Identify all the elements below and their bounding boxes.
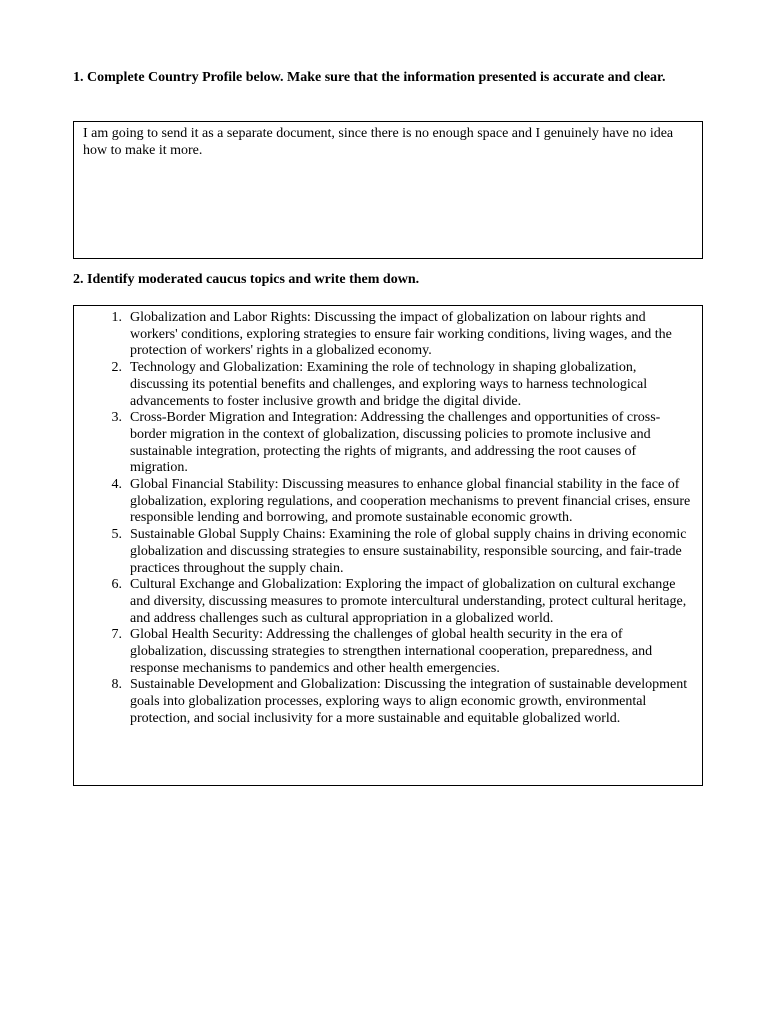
caucus-topic-list [74, 310, 692, 728]
topic-text: Cross-Border Migration and Integration: Addressing the challenges and opportunities of cross-border migration in the context of globalization, discussing policies to promote inclusive and sustainable integration, protecting the rights of migrants, and addressing the root causes of migration. [130, 410, 661, 476]
caucus-topic-8 [74, 677, 692, 727]
topic-number: 8. [111, 677, 122, 693]
caucus-topic-1 [74, 310, 692, 360]
topic-number: 7. [111, 627, 122, 643]
topic-text: Global Financial Stability: Discussing measures to enhance global financial stability in the face of globalization, exploring regulations, and cooperation mechanisms to prevent financial crises, ensure responsible lending and borrowing, and promote sustainable economic growth. [130, 477, 691, 526]
question-2-heading: 2. Identify moderated caucus topics and write them down. [73, 272, 420, 287]
topic-number: 1. [111, 310, 122, 325]
topic-text: Sustainable Global Supply Chains: Examining the role of global supply chains in driving economic globalization and discussing strategies to ensure sustainability, responsible sourcing, and fair-trade practices throughout the supply chain. [130, 527, 687, 576]
caucus-topic-5 [74, 527, 692, 577]
caucus-topic-3 [74, 410, 692, 477]
topic-number: 3. [111, 410, 122, 426]
question-2-answer-box[interactable] [73, 305, 703, 786]
topic-text: Technology and Globalization: Examining the role of technology in shaping globalization, discussing its potential benefits and challenges, and exploring ways to harness technological advancements to foster inclusive growth and bridge the digital divide. [130, 360, 648, 409]
topic-text: Globalization and Labor Rights: Discussing the impact of globalization on labour rights and workers' conditions, exploring strategies to ensure fair working conditions, living wages, and the protection of workers' rights in a globalized economy. [130, 310, 672, 359]
question-1-answer-text: I am going to send it as a separate document, since there is no enough space and I genuinely have no idea how to make it more. [83, 126, 674, 158]
topic-number: 6. [111, 577, 122, 593]
caucus-topic-4 [74, 477, 692, 527]
caucus-topic-6 [74, 577, 692, 627]
topic-number: 4. [111, 477, 122, 493]
caucus-topic-7 [74, 627, 692, 677]
question-1-answer-box[interactable] [73, 121, 703, 259]
topic-number: 5. [111, 527, 122, 543]
topic-number: 2. [111, 360, 122, 376]
topic-text: Global Health Security: Addressing the challenges of global health security in the era of globalization, discussing strategies to strengthen international cooperation, preparedness, and response mechanisms to pandemics and other health emergencies. [130, 627, 653, 676]
topic-text: Sustainable Development and Globalization: Discussing the integration of sustainable development goals into globalization processes, exploring ways to align economic growth, environmental protection, and social inclusivity for a more sustainable and equitable globalized world. [130, 677, 688, 726]
topic-text: Cultural Exchange and Globalization: Exploring the impact of globalization on cultural exchange and diversity, discussing measures to promote intercultural understanding, protect cultural heritage, and address challenges such as cultural appropriation in a globalized world. [130, 577, 687, 626]
caucus-topic-2 [74, 360, 692, 410]
question-1-heading: 1. Complete Country Profile below. Make sure that the information presented is accurate and clear. [73, 70, 666, 85]
